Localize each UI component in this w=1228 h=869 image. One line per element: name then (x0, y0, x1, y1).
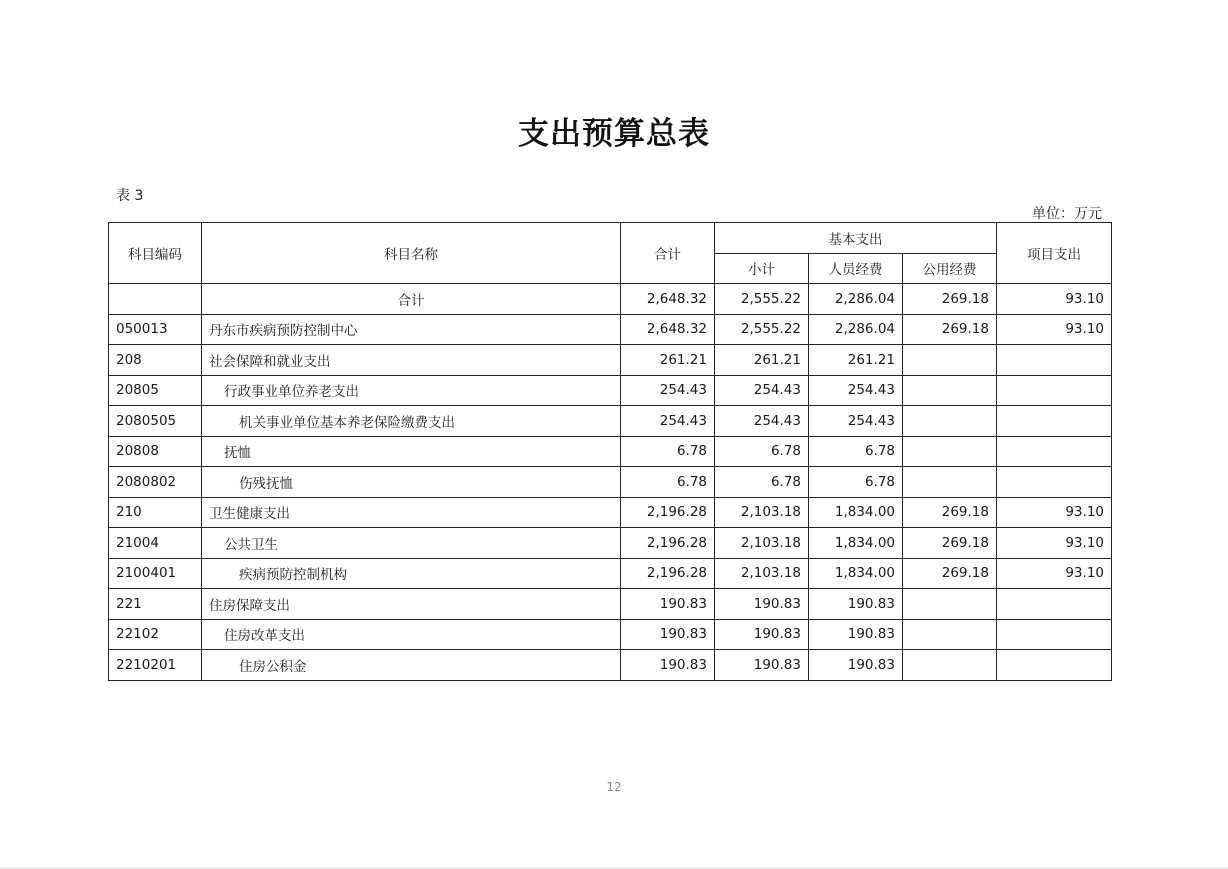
cell-personnel: 6.78 (809, 467, 903, 498)
cell-subtotal: 261.21 (715, 345, 809, 376)
cell-code: 2210201 (109, 650, 202, 681)
cell-name: 疾病预防控制机构 (202, 558, 621, 589)
cell-total: 261.21 (621, 345, 715, 376)
cell-name: 卫生健康支出 (202, 497, 621, 528)
cell-personnel: 261.21 (809, 345, 903, 376)
header-public: 公用经费 (903, 253, 997, 284)
cell-subtotal: 2,555.22 (715, 284, 809, 315)
cell-public (903, 345, 997, 376)
header-name: 科目名称 (202, 223, 621, 284)
table-row (109, 284, 1112, 315)
cell-code: 2080505 (109, 406, 202, 437)
cell-public: 269.18 (903, 314, 997, 345)
table-row (109, 406, 1112, 437)
header-personnel: 人员经费 (809, 253, 903, 284)
header-total: 合计 (621, 223, 715, 284)
cell-project: 93.10 (997, 497, 1112, 528)
cell-total: 2,196.28 (621, 528, 715, 559)
cell-subtotal: 190.83 (715, 650, 809, 681)
cell-personnel: 190.83 (809, 619, 903, 650)
cell-project (997, 619, 1112, 650)
cell-project (997, 467, 1112, 498)
cell-total: 254.43 (621, 375, 715, 406)
cell-personnel: 1,834.00 (809, 497, 903, 528)
cell-subtotal: 254.43 (715, 406, 809, 437)
table-body (109, 284, 1112, 681)
cell-code: 22102 (109, 619, 202, 650)
cell-public (903, 467, 997, 498)
cell-personnel: 2,286.04 (809, 314, 903, 345)
cell-personnel: 2,286.04 (809, 284, 903, 315)
table-row (109, 619, 1112, 650)
cell-code: 050013 (109, 314, 202, 345)
cell-personnel: 190.83 (809, 650, 903, 681)
cell-total: 190.83 (621, 650, 715, 681)
cell-total: 6.78 (621, 436, 715, 467)
cell-name: 住房改革支出 (202, 619, 621, 650)
table-row (109, 436, 1112, 467)
header-code: 科目编码 (109, 223, 202, 284)
table-number: 表 3 (116, 188, 144, 204)
cell-subtotal: 254.43 (715, 375, 809, 406)
cell-public (903, 589, 997, 620)
cell-name: 社会保障和就业支出 (202, 345, 621, 376)
cell-public (903, 650, 997, 681)
cell-subtotal: 6.78 (715, 467, 809, 498)
cell-public: 269.18 (903, 558, 997, 589)
cell-project (997, 589, 1112, 620)
cell-code: 2080802 (109, 467, 202, 498)
cell-name: 伤残抚恤 (202, 467, 621, 498)
cell-public: 269.18 (903, 528, 997, 559)
cell-code: 21004 (109, 528, 202, 559)
cell-total: 2,196.28 (621, 558, 715, 589)
cell-project: 93.10 (997, 314, 1112, 345)
header-subtotal: 小计 (715, 253, 809, 284)
cell-code: 2100401 (109, 558, 202, 589)
cell-name: 机关事业单位基本养老保险缴费支出 (202, 406, 621, 437)
cell-code: 20808 (109, 436, 202, 467)
cell-name: 行政事业单位养老支出 (202, 375, 621, 406)
unit-label: 单位：万元 (1032, 206, 1102, 222)
header-basic-group: 基本支出 (715, 223, 997, 254)
cell-total: 2,648.32 (621, 284, 715, 315)
page-number: 12 (606, 780, 622, 794)
cell-total: 2,648.32 (621, 314, 715, 345)
cell-project (997, 436, 1112, 467)
cell-total: 190.83 (621, 589, 715, 620)
cell-name: 合计 (202, 284, 621, 315)
cell-public (903, 406, 997, 437)
cell-code: 221 (109, 589, 202, 620)
cell-project: 93.10 (997, 528, 1112, 559)
cell-public (903, 375, 997, 406)
cell-project: 93.10 (997, 284, 1112, 315)
table-row (109, 650, 1112, 681)
cell-name: 抚恤 (202, 436, 621, 467)
cell-personnel: 1,834.00 (809, 558, 903, 589)
cell-code: 210 (109, 497, 202, 528)
cell-subtotal: 2,555.22 (715, 314, 809, 345)
table-row (109, 375, 1112, 406)
table-row (109, 589, 1112, 620)
cell-personnel: 190.83 (809, 589, 903, 620)
cell-public (903, 619, 997, 650)
cell-name: 丹东市疾病预防控制中心 (202, 314, 621, 345)
cell-code (109, 284, 202, 315)
cell-project (997, 375, 1112, 406)
table-row (109, 528, 1112, 559)
table-row (109, 314, 1112, 345)
cell-total: 190.83 (621, 619, 715, 650)
cell-subtotal: 6.78 (715, 436, 809, 467)
table-row (109, 345, 1112, 376)
page-title: 支出预算总表 (518, 116, 710, 152)
cell-code: 208 (109, 345, 202, 376)
cell-name: 住房保障支出 (202, 589, 621, 620)
cell-subtotal: 190.83 (715, 589, 809, 620)
budget-table (108, 222, 1112, 681)
cell-subtotal: 190.83 (715, 619, 809, 650)
cell-public: 269.18 (903, 497, 997, 528)
cell-subtotal: 2,103.18 (715, 497, 809, 528)
cell-code: 20805 (109, 375, 202, 406)
cell-project: 93.10 (997, 558, 1112, 589)
cell-project (997, 650, 1112, 681)
header-project: 项目支出 (997, 223, 1112, 284)
table-row (109, 558, 1112, 589)
cell-subtotal: 2,103.18 (715, 558, 809, 589)
cell-personnel: 254.43 (809, 406, 903, 437)
table-row (109, 497, 1112, 528)
cell-subtotal: 2,103.18 (715, 528, 809, 559)
cell-name: 公共卫生 (202, 528, 621, 559)
cell-personnel: 6.78 (809, 436, 903, 467)
cell-total: 2,196.28 (621, 497, 715, 528)
cell-project (997, 406, 1112, 437)
cell-public: 269.18 (903, 284, 997, 315)
cell-name: 住房公积金 (202, 650, 621, 681)
cell-personnel: 1,834.00 (809, 528, 903, 559)
cell-personnel: 254.43 (809, 375, 903, 406)
cell-total: 6.78 (621, 467, 715, 498)
cell-project (997, 345, 1112, 376)
table-row (109, 467, 1112, 498)
cell-public (903, 436, 997, 467)
cell-total: 254.43 (621, 406, 715, 437)
